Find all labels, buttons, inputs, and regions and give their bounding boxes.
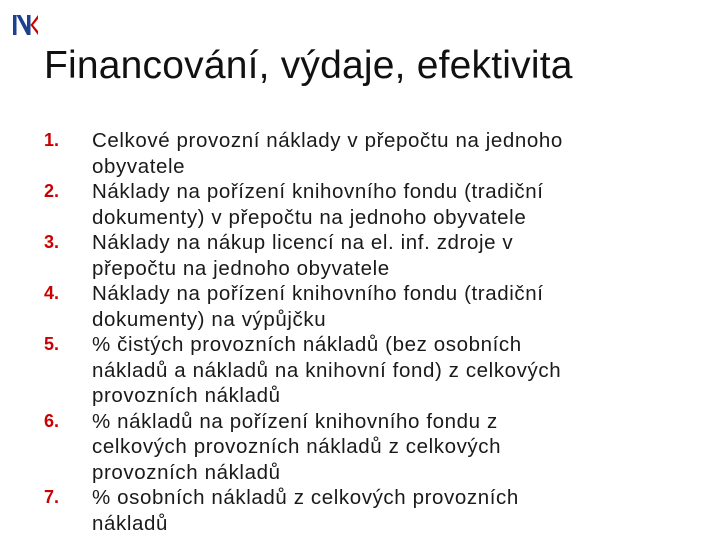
list-item-text-line: Náklady na pořízení knihovního fondu (tradiční (92, 180, 544, 203)
list-item-number: 1. (44, 130, 60, 150)
list-item-text-line: Náklady na nákup licencí na el. inf. zdroje v (92, 231, 514, 254)
list-item-text-line: provozních nákladů (92, 460, 281, 484)
list-item-number: 4. (44, 283, 60, 303)
list-item-text-line: % čistých provozních nákladů (bez osobních (92, 333, 522, 356)
list-item-text-line: nákladů a nákladů na knihovní fond) z celkových (92, 358, 562, 382)
indicator-list (0, 128, 720, 536)
list-item-number: 2. (44, 181, 60, 201)
list-item-text-line: dokumenty) v přepočtu na jednoho obyvatele (92, 205, 527, 229)
list-item-text-line: provozních nákladů (92, 384, 281, 407)
library-logo-icon (13, 13, 39, 37)
list-item-text-line: % nákladů na pořízení knihovního fondu z (92, 409, 498, 433)
list-item-text-line: nákladů (92, 511, 169, 535)
list-item (0, 281, 720, 332)
list-item-text-line: % osobních nákladů z celkových provozních (92, 486, 519, 509)
list-item-text-line: přepočtu na jednoho obyvatele (92, 256, 390, 280)
list-item-number: 6. (44, 410, 60, 431)
cut-off-text-line (92, 531, 612, 540)
list-item-number: 7. (44, 487, 60, 507)
list-item-text-line: Celkové provozní náklady v přepočtu na jednoho (92, 129, 563, 152)
list-item (0, 332, 720, 409)
list-item (0, 409, 720, 486)
list-item-text-line: celkových provozních nákladů z celkových (92, 435, 502, 458)
list-item-text-line: dokumenty) na výpůjčku (92, 307, 327, 331)
list-item-text-line: obyvatele (92, 154, 186, 178)
slide-title: Financování, výdaje, efektivita (44, 44, 573, 87)
list-item-number: 3. (44, 232, 60, 252)
list-item (0, 128, 720, 179)
list-item-number: 5. (44, 334, 60, 354)
list-item (0, 230, 720, 281)
list-item-text-line: Náklady na pořízení knihovního fondu (tradiční (92, 282, 544, 305)
list-item (0, 179, 720, 230)
list-item (0, 485, 720, 536)
